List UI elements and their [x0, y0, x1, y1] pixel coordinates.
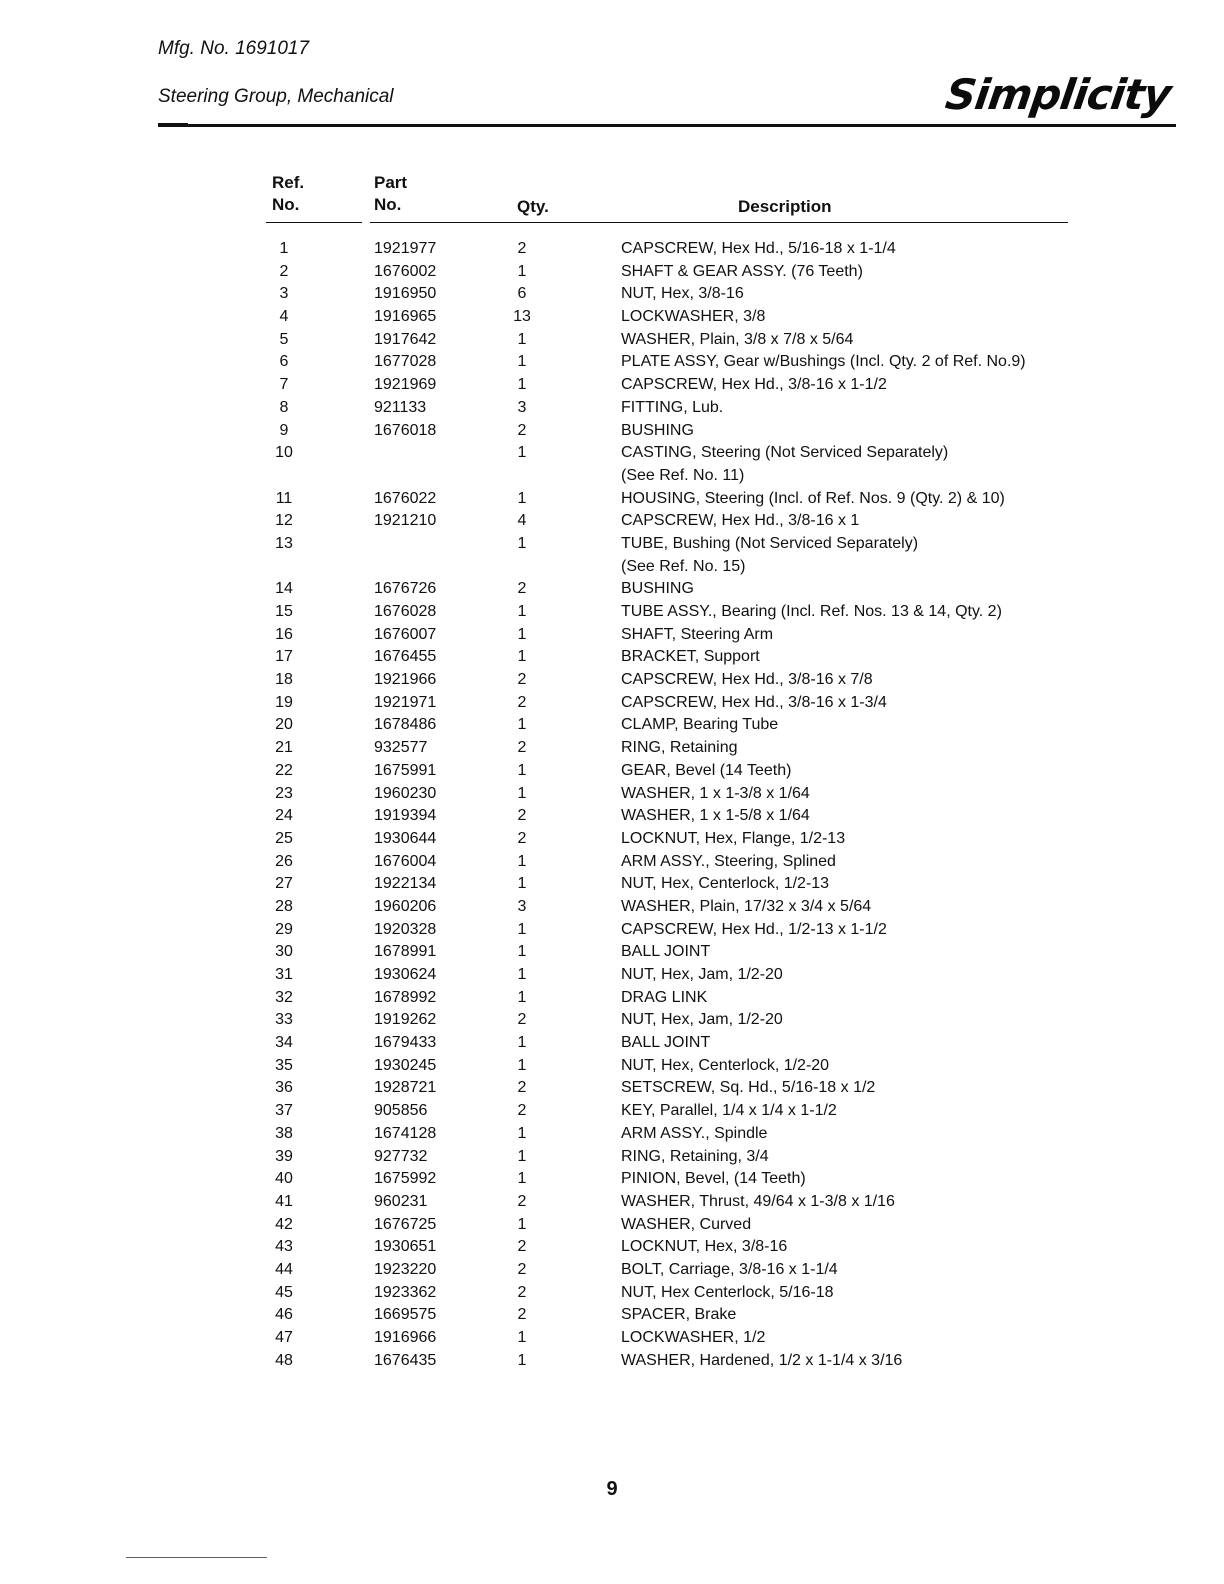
cell-description: LOCKWASHER, 3/8 — [621, 308, 766, 326]
cell-qty: 2 — [517, 1011, 527, 1029]
manufacturer-number: Mfg. No. 1691017 — [158, 38, 310, 59]
cell-description: SHAFT, Steering Arm — [621, 625, 774, 643]
cell-qty: 2 — [517, 421, 527, 439]
cell-part-no: 1676435 — [374, 1351, 437, 1369]
cell-description: WASHER, Thrust, 49/64 x 1-3/8 x 1/16 — [621, 1192, 895, 1210]
cell-ref-no: 2 — [279, 262, 289, 280]
cell-description: NUT, Hex, Jam, 1/2-20 — [621, 966, 783, 984]
cell-ref-no: 14 — [275, 580, 293, 598]
cell-part-no: 1676726 — [374, 580, 437, 598]
cell-part-no: 1923362 — [374, 1283, 437, 1301]
cell-ref-no: 24 — [275, 807, 293, 825]
cell-ref-no: 22 — [275, 761, 293, 779]
table-row — [0, 578, 1224, 601]
cell-qty: 1 — [517, 1351, 527, 1369]
cell-part-no: 1678991 — [374, 943, 437, 961]
cell-description: WASHER, Curved — [621, 1215, 752, 1233]
cell-qty: 1 — [517, 376, 527, 394]
cell-ref-no: 29 — [275, 920, 293, 938]
cell-qty: 1 — [517, 1034, 527, 1052]
table-row — [0, 442, 1224, 487]
cell-ref-no: 17 — [275, 648, 293, 666]
cell-part-no: 1676455 — [374, 648, 437, 666]
cell-ref-no: 8 — [279, 398, 289, 416]
cell-part-no: 1930245 — [374, 1056, 437, 1074]
cell-description: SETSCREW, Sq. Hd., 5/16-18 x 1/2 — [621, 1079, 876, 1097]
cell-ref-no: 27 — [275, 875, 293, 893]
cell-part-no: 1922134 — [374, 875, 437, 893]
cell-part-no: 1930644 — [374, 829, 437, 847]
cell-ref-no: 35 — [275, 1056, 293, 1074]
cell-part-no: 1921971 — [374, 693, 437, 711]
table-row — [0, 737, 1224, 760]
cell-part-no: 1676002 — [374, 262, 437, 280]
cell-description: HOUSING, Steering (Incl. of Ref. Nos. 9 (Qty. 2) & 10) — [621, 489, 1005, 507]
cell-ref-no: 6 — [279, 353, 289, 371]
table-row — [0, 420, 1224, 443]
cell-qty: 2 — [517, 1306, 527, 1324]
cell-qty: 1 — [517, 852, 527, 870]
table-row — [0, 306, 1224, 329]
section-title: Steering Group, Mechanical — [158, 86, 394, 107]
table-row — [0, 488, 1224, 511]
cell-description: NUT, Hex, 3/8-16 — [621, 285, 744, 303]
table-row — [0, 351, 1224, 374]
cell-ref-no: 7 — [279, 376, 289, 394]
cell-qty: 1 — [517, 1147, 527, 1165]
cell-description: FITTING, Lub. — [621, 398, 724, 416]
table-row — [0, 1304, 1224, 1327]
cell-description: CAPSCREW, Hex Hd., 3/8-16 x 1-3/4 — [621, 693, 887, 711]
cell-part-no: 1930624 — [374, 966, 437, 984]
table-row — [0, 1327, 1224, 1350]
cell-qty: 2 — [517, 807, 527, 825]
cell-description: TUBE, Bushing (Not Serviced Separately) — [621, 534, 919, 552]
cell-part-no: 927732 — [374, 1147, 428, 1165]
cell-ref-no: 30 — [275, 943, 293, 961]
cell-part-no: 1669575 — [374, 1306, 437, 1324]
cell-ref-no: 26 — [275, 852, 293, 870]
cell-qty: 1 — [517, 716, 527, 734]
table-row — [0, 1282, 1224, 1305]
table-row — [0, 374, 1224, 397]
cell-ref-no: 43 — [275, 1238, 293, 1256]
table-row — [0, 1032, 1224, 1055]
cell-description-note: (See Ref. No. 15) — [621, 557, 746, 575]
cell-ref-no: 10 — [275, 444, 293, 462]
cell-ref-no: 19 — [275, 693, 293, 711]
cell-ref-no: 44 — [275, 1260, 293, 1278]
cell-ref-no: 3 — [279, 285, 289, 303]
cell-part-no: 1930651 — [374, 1238, 437, 1256]
cell-description: DRAG LINK — [621, 988, 708, 1006]
cell-ref-no: 33 — [275, 1011, 293, 1029]
table-row — [0, 896, 1224, 919]
cell-description: CAPSCREW, Hex Hd., 3/8-16 x 1 — [621, 512, 860, 530]
cell-ref-no: 36 — [275, 1079, 293, 1097]
cell-qty: 2 — [517, 1079, 527, 1097]
table-row — [0, 1123, 1224, 1146]
cell-ref-no: 1 — [279, 240, 289, 257]
table-row — [0, 601, 1224, 624]
table-row — [0, 1009, 1224, 1032]
table-row — [0, 397, 1224, 420]
cell-ref-no: 48 — [275, 1351, 293, 1369]
header-part-line1: Part — [374, 173, 408, 192]
cell-part-no: 932577 — [374, 739, 428, 757]
cell-ref-no: 5 — [279, 330, 289, 348]
brand-logo: Simplicity — [942, 70, 1174, 119]
cell-description: CLAMP, Bearing Tube — [621, 716, 779, 734]
cell-ref-no: 25 — [275, 829, 293, 847]
cell-description: SHAFT & GEAR ASSY. (76 Teeth) — [621, 262, 863, 280]
header-qty: Qty. — [517, 197, 549, 216]
cell-ref-no: 41 — [275, 1192, 293, 1210]
cell-qty: 1 — [517, 648, 527, 666]
table-row — [0, 283, 1224, 306]
table-row — [0, 669, 1224, 692]
cell-part-no: 921133 — [374, 398, 427, 416]
cell-part-no: 1921977 — [374, 240, 437, 257]
cell-qty: 1 — [517, 444, 527, 462]
cell-description: WASHER, 1 x 1-3/8 x 1/64 — [621, 784, 810, 802]
header-description: Description — [738, 197, 832, 216]
table-row — [0, 964, 1224, 987]
cell-ref-no: 32 — [275, 988, 293, 1006]
cell-qty: 1 — [517, 920, 527, 938]
cell-description: ARM ASSY., Steering, Splined — [621, 852, 836, 870]
cell-part-no: 1916950 — [374, 285, 437, 303]
table-row — [0, 624, 1224, 647]
cell-description: BOLT, Carriage, 3/8-16 x 1-1/4 — [621, 1260, 838, 1278]
table-row — [0, 533, 1224, 578]
cell-description: PLATE ASSY, Gear w/Bushings (Incl. Qty. 2 of Ref. No.9) — [621, 353, 1026, 371]
cell-ref-no: 15 — [275, 603, 293, 621]
cell-part-no: 1678486 — [374, 716, 437, 734]
header-part-line2: No. — [374, 195, 402, 214]
cell-qty: 2 — [517, 1283, 527, 1301]
table-row — [0, 692, 1224, 715]
table-row — [0, 714, 1224, 737]
table-row — [0, 873, 1224, 896]
cell-description: WASHER, Hardened, 1/2 x 1-1/4 x 3/16 — [621, 1351, 903, 1369]
cell-part-no: 1917642 — [374, 330, 437, 348]
cell-description: RING, Retaining, 3/4 — [621, 1147, 769, 1165]
cell-part-no: 1676007 — [374, 625, 437, 643]
cell-qty: 1 — [517, 262, 527, 280]
cell-description: NUT, Hex Centerlock, 5/16-18 — [621, 1283, 834, 1301]
table-row — [0, 261, 1224, 284]
cell-ref-no: 38 — [275, 1124, 293, 1142]
footer-rule — [126, 1557, 267, 1558]
cell-qty: 6 — [517, 285, 527, 303]
table-row — [0, 987, 1224, 1010]
cell-qty: 1 — [517, 489, 527, 507]
cell-description: GEAR, Bevel (14 Teeth) — [621, 761, 792, 779]
cell-description: CAPSCREW, Hex Hd., 3/8-16 x 7/8 — [621, 671, 873, 689]
parts-table-body — [0, 238, 1224, 1372]
cell-qty: 1 — [517, 784, 527, 802]
cell-description: NUT, Hex, Centerlock, 1/2-13 — [621, 875, 830, 893]
cell-qty: 2 — [517, 1192, 527, 1210]
cell-part-no: 1676022 — [374, 489, 437, 507]
table-row — [0, 329, 1224, 352]
cell-part-no: 1676018 — [374, 421, 437, 439]
cell-qty: 1 — [517, 875, 527, 893]
cell-qty: 13 — [513, 308, 531, 326]
table-row — [0, 805, 1224, 828]
cell-part-no: 1674128 — [374, 1124, 437, 1142]
cell-qty: 3 — [517, 897, 527, 915]
cell-ref-no: 11 — [275, 489, 293, 507]
cell-ref-no: 16 — [275, 625, 293, 643]
cell-qty: 1 — [517, 1215, 527, 1233]
cell-description-note: (See Ref. No. 11) — [621, 466, 745, 484]
table-row — [0, 1259, 1224, 1282]
table-row — [0, 646, 1224, 669]
cell-part-no: 1677028 — [374, 353, 437, 371]
cell-qty: 1 — [517, 625, 527, 643]
cell-part-no: 1675992 — [374, 1170, 437, 1188]
cell-qty: 1 — [517, 1170, 527, 1188]
cell-description: KEY, Parallel, 1/4 x 1/4 x 1-1/2 — [621, 1102, 837, 1120]
table-row — [0, 941, 1224, 964]
cell-description: ARM ASSY., Spindle — [621, 1124, 768, 1142]
cell-description: WASHER, Plain, 3/8 x 7/8 x 5/64 — [621, 330, 854, 348]
header-ref-line2: No. — [272, 195, 300, 214]
cell-qty: 1 — [517, 1056, 527, 1074]
header-ref-line1: Ref. — [272, 173, 305, 192]
cell-description: CAPSCREW, Hex Hd., 3/8-16 x 1-1/2 — [621, 376, 887, 394]
cell-qty: 2 — [517, 739, 527, 757]
cell-ref-no: 20 — [275, 716, 293, 734]
cell-description: BUSHING — [621, 580, 694, 598]
cell-description: BALL JOINT — [621, 1034, 711, 1052]
cell-description: LOCKWASHER, 1/2 — [621, 1329, 766, 1347]
cell-ref-no: 37 — [275, 1102, 293, 1120]
cell-ref-no: 47 — [275, 1329, 293, 1347]
cell-ref-no: 46 — [275, 1306, 293, 1324]
cell-part-no: 1919262 — [374, 1011, 437, 1029]
table-row — [0, 1077, 1224, 1100]
cell-qty: 1 — [517, 1124, 527, 1142]
cell-qty: 1 — [517, 761, 527, 779]
table-row — [0, 1214, 1224, 1237]
cell-part-no: 1928721 — [374, 1079, 437, 1097]
cell-ref-no: 23 — [275, 784, 293, 802]
cell-description: LOCKNUT, Hex, 3/8-16 — [621, 1238, 788, 1256]
header-rule — [158, 124, 1176, 127]
cell-description: WASHER, Plain, 17/32 x 3/4 x 5/64 — [621, 897, 872, 915]
cell-description: CAPSCREW, Hex Hd., 1/2-13 x 1-1/2 — [621, 920, 887, 938]
cell-qty: 1 — [517, 943, 527, 961]
header-part-no — [374, 172, 407, 216]
cell-ref-no: 4 — [279, 308, 289, 326]
cell-qty: 2 — [517, 1260, 527, 1278]
table-row — [0, 1191, 1224, 1214]
cell-part-no: 1678992 — [374, 988, 437, 1006]
cell-ref-no: 34 — [275, 1034, 293, 1052]
cell-description: WASHER, 1 x 1-5/8 x 1/64 — [621, 807, 810, 825]
cell-part-no: 960231 — [374, 1192, 428, 1210]
cell-qty: 2 — [517, 1102, 527, 1120]
cell-qty: 2 — [517, 671, 527, 689]
cell-part-no: 905856 — [374, 1102, 428, 1120]
cell-qty: 3 — [517, 398, 527, 416]
cell-qty: 1 — [517, 988, 527, 1006]
cell-qty: 2 — [517, 829, 527, 847]
table-row — [0, 1100, 1224, 1123]
table-row — [0, 510, 1224, 533]
table-row — [0, 1236, 1224, 1259]
cell-description: CAPSCREW, Hex Hd., 5/16-18 x 1-1/4 — [621, 240, 896, 257]
cell-ref-no: 40 — [275, 1170, 293, 1188]
cell-ref-no: 28 — [275, 897, 293, 915]
page-number: 9 — [606, 1478, 618, 1500]
cell-ref-no: 31 — [275, 966, 293, 984]
table-row — [0, 1055, 1224, 1078]
cell-part-no: 1676028 — [374, 603, 437, 621]
cell-part-no: 1921210 — [374, 512, 437, 530]
table-row — [0, 1146, 1224, 1169]
cell-part-no: 1676004 — [374, 852, 437, 870]
cell-ref-no: 9 — [279, 421, 289, 439]
header-underline-ref — [266, 222, 362, 223]
header-rule-accent — [158, 123, 188, 127]
table-row — [0, 783, 1224, 806]
cell-ref-no: 13 — [275, 534, 293, 552]
cell-description: LOCKNUT, Hex, Flange, 1/2-13 — [621, 829, 846, 847]
cell-part-no: 1920328 — [374, 920, 437, 938]
cell-part-no: 1679433 — [374, 1034, 437, 1052]
cell-part-no: 1923220 — [374, 1260, 437, 1278]
cell-qty: 2 — [517, 240, 527, 257]
header-underline-main — [370, 222, 1068, 223]
cell-description: PINION, Bevel, (14 Teeth) — [621, 1170, 806, 1188]
cell-qty: 2 — [517, 693, 527, 711]
cell-description: BUSHING — [621, 421, 694, 439]
cell-description: BALL JOINT — [621, 943, 711, 961]
cell-ref-no: 18 — [275, 671, 293, 689]
cell-part-no: 1675991 — [374, 761, 437, 779]
cell-part-no: 1960230 — [374, 784, 437, 802]
cell-qty: 2 — [517, 1238, 527, 1256]
cell-description: NUT, Hex, Jam, 1/2-20 — [621, 1011, 783, 1029]
table-row — [0, 1168, 1224, 1191]
cell-qty: 2 — [517, 580, 527, 598]
table-row — [0, 828, 1224, 851]
cell-qty: 1 — [517, 603, 527, 621]
cell-description: TUBE ASSY., Bearing (Incl. Ref. Nos. 13 & 14, Qty. 2) — [621, 603, 1002, 621]
cell-part-no: 1921966 — [374, 671, 437, 689]
cell-qty: 4 — [517, 512, 527, 530]
cell-description: BRACKET, Support — [621, 648, 760, 666]
cell-description: CASTING, Steering (Not Serviced Separately) — [621, 444, 949, 462]
cell-part-no: 1960206 — [374, 897, 437, 915]
cell-ref-no: 39 — [275, 1147, 293, 1165]
cell-part-no: 1916965 — [374, 308, 437, 326]
cell-ref-no: 42 — [275, 1215, 293, 1233]
table-row — [0, 238, 1224, 261]
cell-ref-no: 12 — [275, 512, 293, 530]
cell-description: RING, Retaining — [621, 739, 738, 757]
table-row — [0, 919, 1224, 942]
cell-qty: 1 — [517, 966, 527, 984]
table-header — [0, 172, 1224, 222]
cell-part-no: 1676725 — [374, 1215, 437, 1233]
cell-part-no: 1919394 — [374, 807, 437, 825]
cell-qty: 1 — [517, 1329, 527, 1347]
table-row — [0, 851, 1224, 874]
cell-qty: 1 — [517, 353, 527, 371]
header-ref-no — [272, 172, 304, 216]
table-row — [0, 760, 1224, 783]
cell-ref-no: 21 — [275, 739, 293, 757]
cell-description: NUT, Hex, Centerlock, 1/2-20 — [621, 1056, 830, 1074]
cell-part-no: 1916966 — [374, 1329, 437, 1347]
cell-qty: 1 — [517, 534, 527, 552]
cell-description: SPACER, Brake — [621, 1306, 737, 1324]
table-row — [0, 1350, 1224, 1373]
cell-qty: 1 — [517, 330, 527, 348]
cell-ref-no: 45 — [275, 1283, 293, 1301]
cell-part-no: 1921969 — [374, 376, 437, 394]
